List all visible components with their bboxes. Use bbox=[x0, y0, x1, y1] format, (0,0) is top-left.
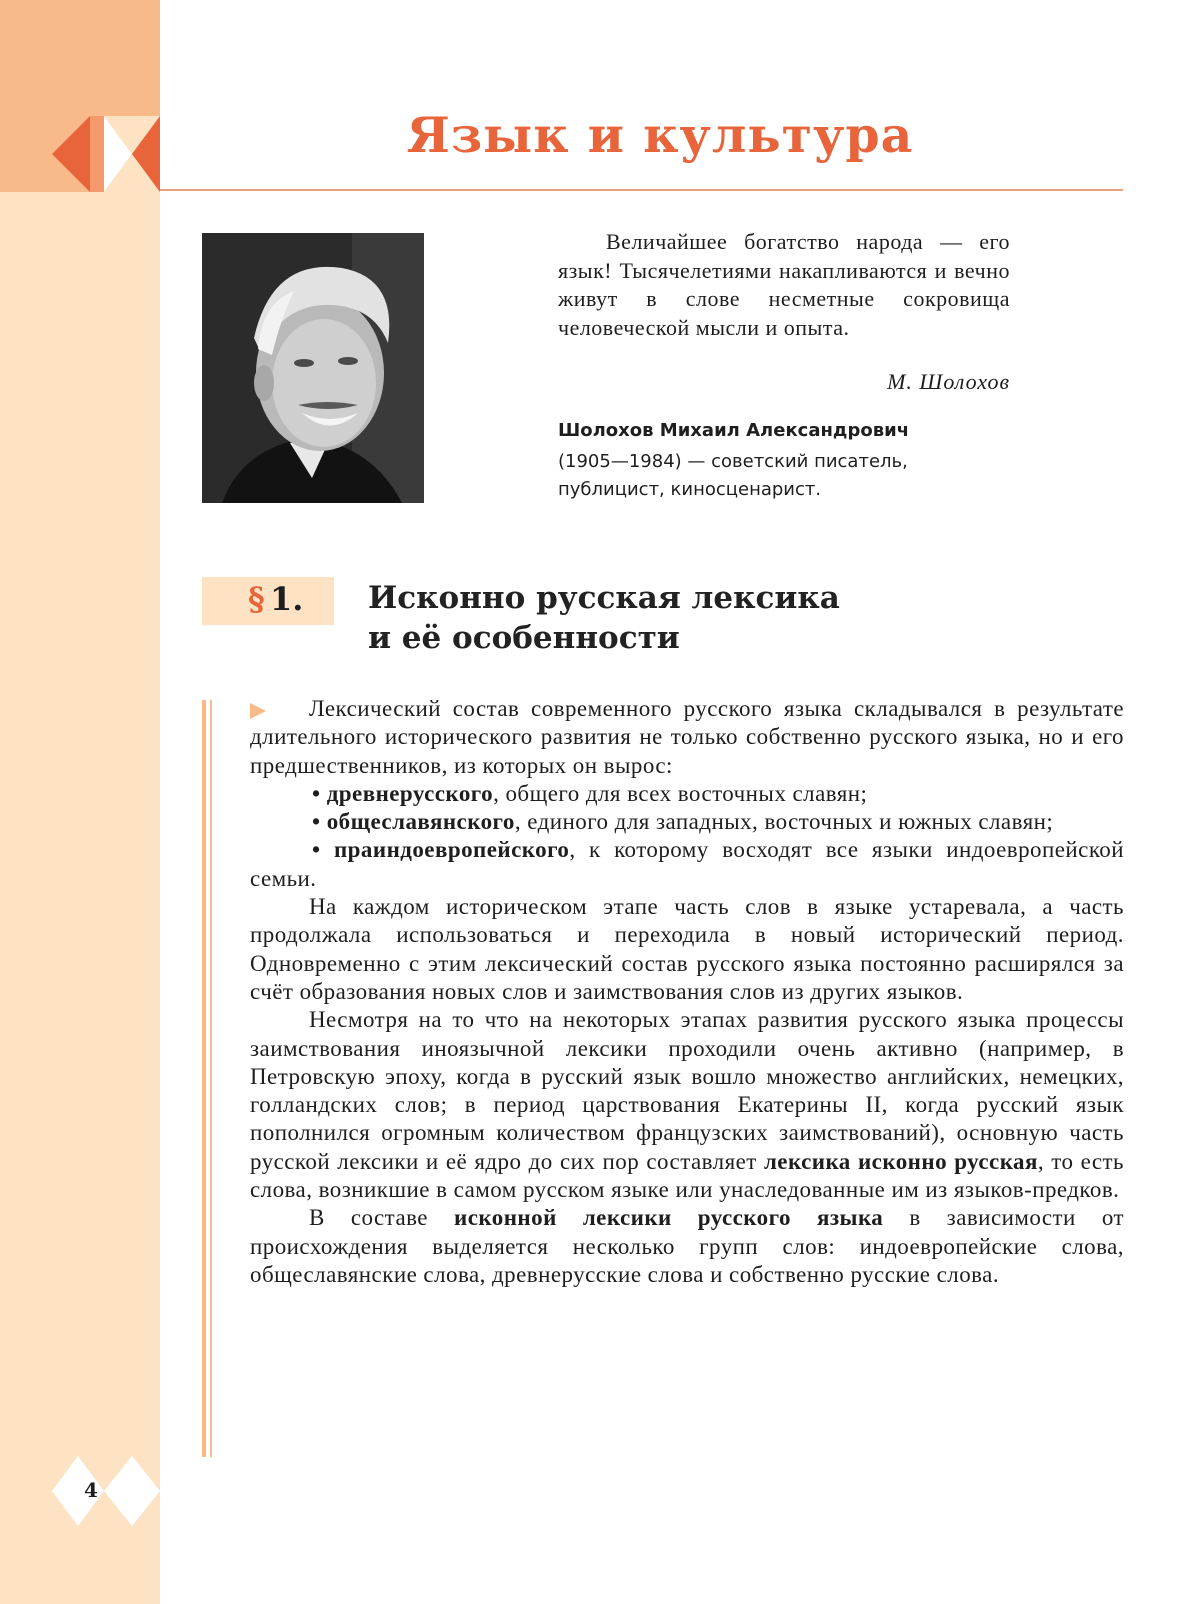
section-title-line: Исконно русская лексика bbox=[368, 580, 840, 616]
author-bio-name: Шолохов Михаил Александрович bbox=[558, 420, 910, 441]
left-margin-strip bbox=[0, 0, 160, 1604]
body-paragraph: Несмотря на то что на некоторых этапах развития русского языка процессы заимствования иноязычной лексики проходили очень активно (например, в Петровскую эпоху, когда в русский язык вошло множество английских, немецких, голландских слов; в период царствования Екатерины II, когда русский язык пополнился огромным количеством французских заимствований), основную часть русской лексики и её ядро до сих пор составляет лексика исконно русская, то есть слова, возникшие в самом русском языке или унаследованные им из языков-предков. bbox=[250, 1007, 1124, 1203]
header-ornament-icon bbox=[52, 116, 160, 192]
section-body bbox=[250, 695, 1124, 1289]
body-paragraph: Лексический состав современного русского языка складывался в результате длительного исторического развития не только собственно русского языка, но и его предшественников, из которых он вырос: bbox=[250, 696, 1124, 778]
footer-ornament-icon bbox=[52, 1456, 160, 1526]
list-item: • общеславянского, единого для западных, восточных и южных славян; bbox=[312, 809, 1054, 835]
section-number: 1. bbox=[270, 580, 304, 618]
text-side-rule bbox=[210, 700, 212, 1457]
body-paragraph: В составе исконной лексики русского языка в зависимости от происхождения выделяется несколько групп слов: индоевропейские слова, общеславянские слова, древнерусские слова и собственно русские слова. bbox=[250, 1205, 1125, 1287]
list-item: • древнерусского, общего для всех восточных славян; bbox=[312, 780, 868, 806]
author-bio-text: (1905—1984) — советский писатель, публицист, киносценарист. bbox=[558, 451, 908, 500]
body-paragraph: На каждом историческом этапе часть слов в языке устаревала, а часть продолжала использоваться и переходила в новый исторический период. Одновременно с этим лексический состав русского языка постоянно расширялся за счёт образования новых слов и заимствования слов из других языков. bbox=[250, 894, 1124, 1004]
chapter-title: Язык и культура bbox=[406, 106, 914, 164]
page-number: 4 bbox=[84, 1478, 98, 1502]
list-item: • праиндоевропейского, к которому восходят все языки индоевропейской семьи. bbox=[250, 837, 1124, 891]
section-sign: § bbox=[248, 580, 265, 618]
epigraph-quote: Величайшее богатство народа — его язык! Тысячелетиями накапливаются и вечно живут в слове несметные сокровища человеческой мысли и опыта. bbox=[558, 229, 1010, 340]
section-number-badge bbox=[202, 577, 334, 625]
section-title bbox=[368, 578, 1088, 658]
author-portrait bbox=[202, 233, 424, 503]
section-title-line: и её особенности bbox=[368, 620, 680, 656]
text-side-rule bbox=[202, 700, 206, 1457]
epigraph-author: М. Шолохов bbox=[887, 369, 1010, 394]
title-divider bbox=[160, 189, 1123, 191]
